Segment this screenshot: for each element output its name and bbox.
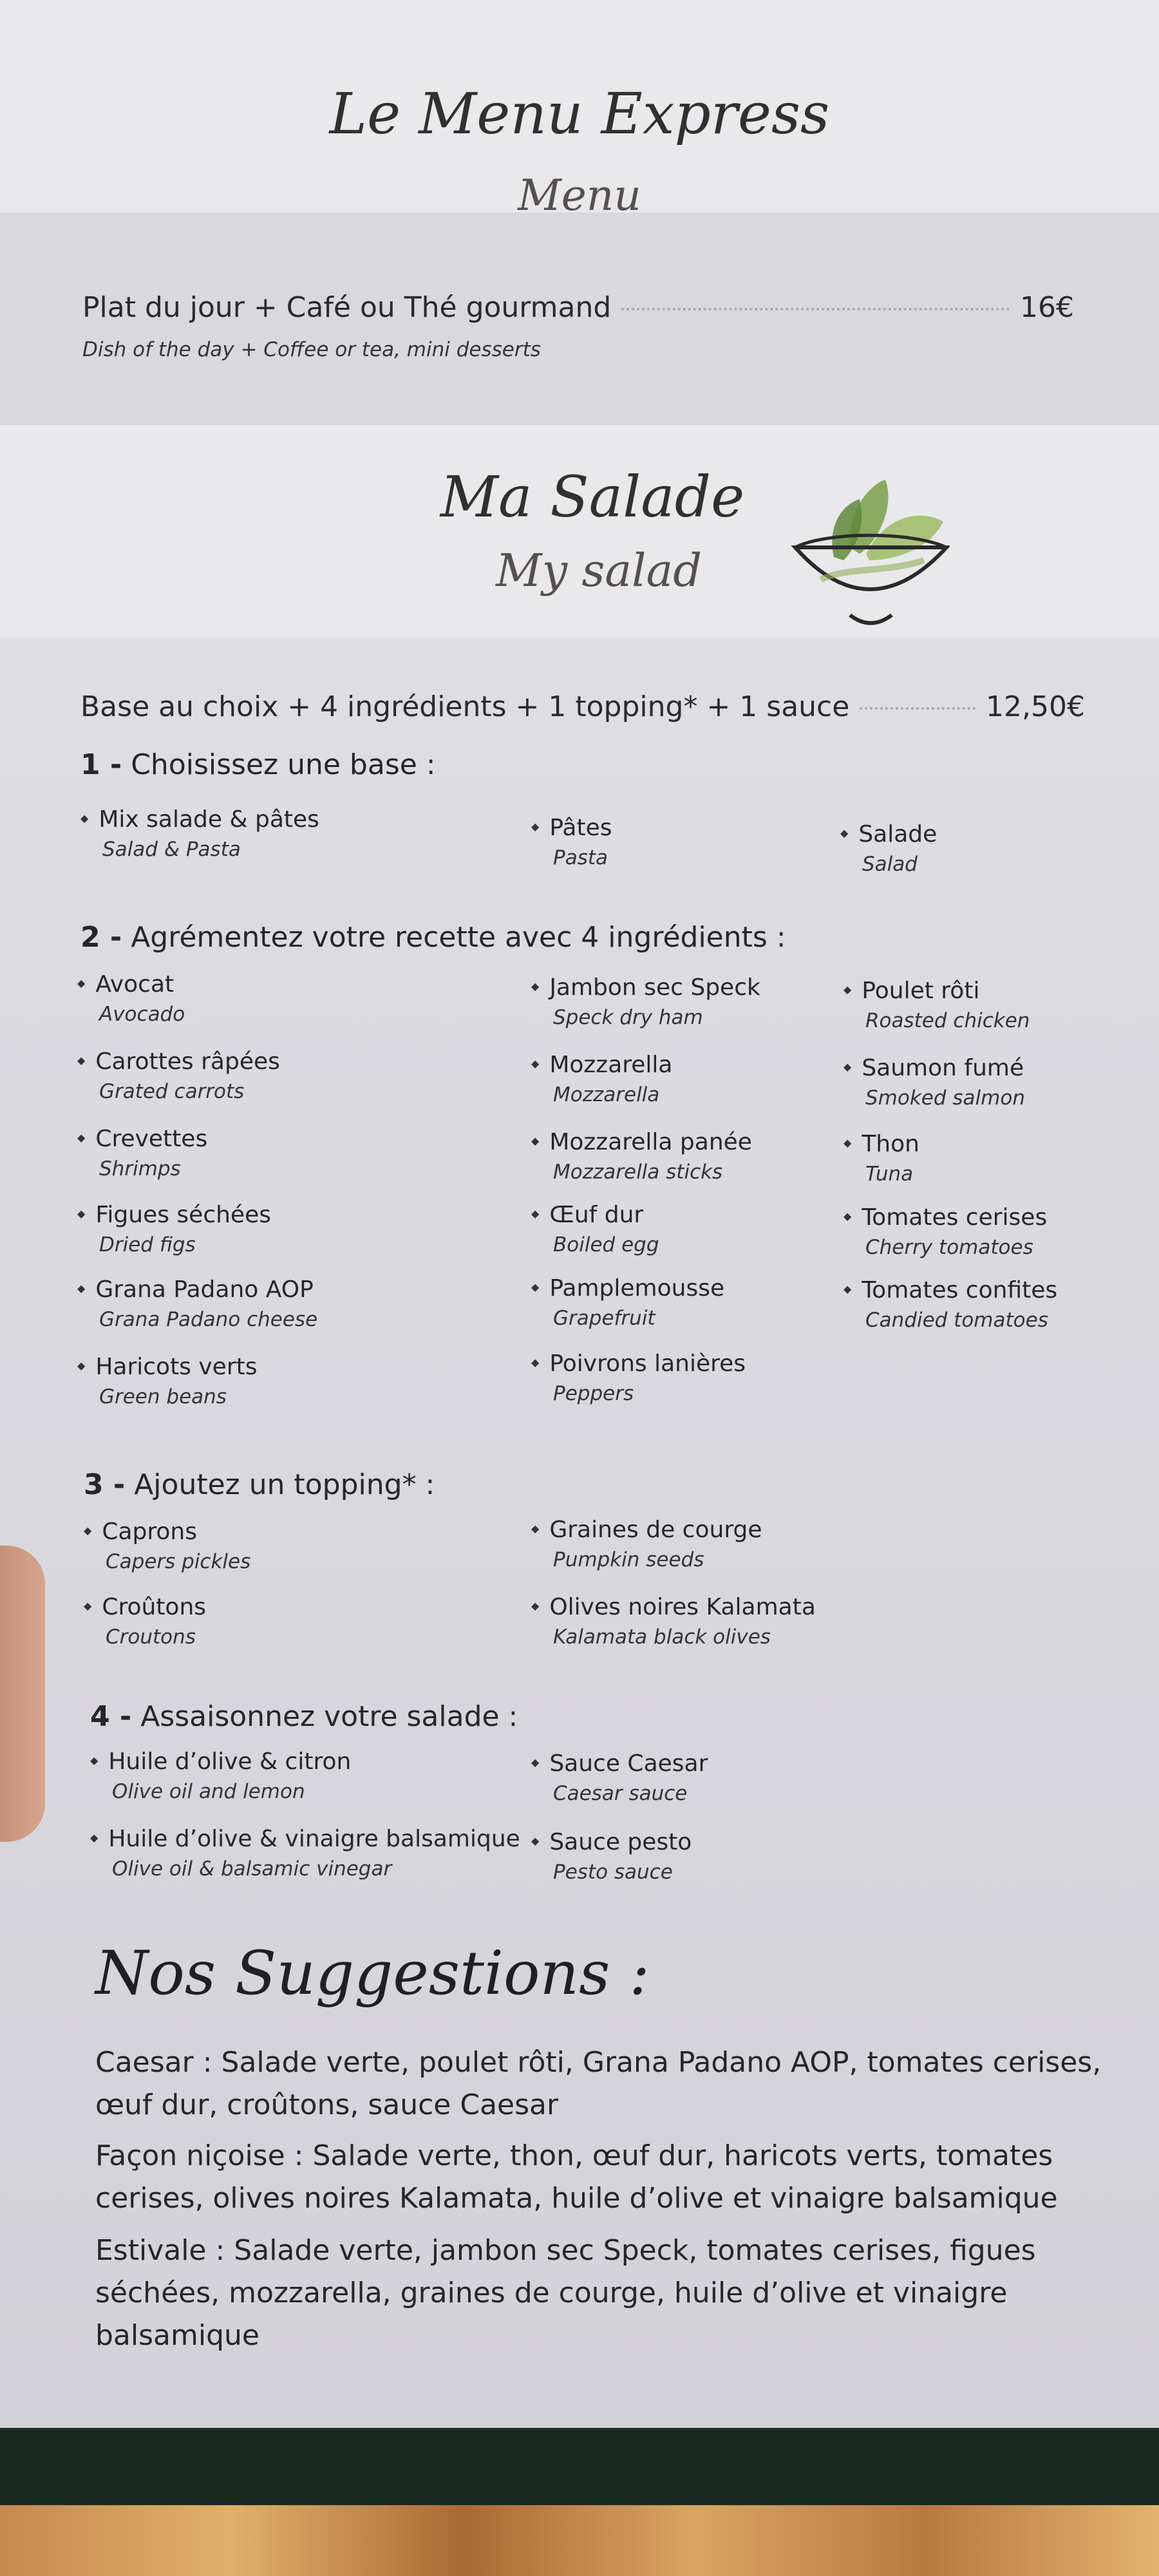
step-2-number: 2 - — [80, 921, 122, 954]
item-fr: ◆ Caprons — [84, 1519, 250, 1545]
item-en: Olive oil and lemon — [112, 1780, 305, 1803]
item-fr: ◆ Olives noires Kalamata — [531, 1594, 816, 1620]
food-background — [0, 2505, 1159, 2576]
step-3-number: 3 - — [84, 1468, 126, 1501]
dot-leader — [860, 707, 975, 710]
topping-item — [531, 1517, 762, 1571]
item-fr: ◆ Jambon sec Speck — [531, 974, 760, 1001]
suggestion-caesar: Caesar : Salade verte, poulet rôti, Grana Padano AOP, tomates cerises, œuf dur, croûtons, sauce Caesar — [95, 2046, 1102, 2121]
item-en: Green beans — [99, 1385, 227, 1408]
topping-item — [84, 1519, 250, 1573]
ingredient-item — [843, 1131, 919, 1186]
item-fr: ◆ Mozzarella — [531, 1052, 672, 1078]
item-fr: ◆ Poivrons lanières — [531, 1350, 746, 1377]
item-fr: ◆ Avocat — [77, 971, 185, 998]
ingredient-item — [531, 974, 760, 1029]
menu-bottom-border — [0, 2428, 1159, 2505]
step-3-heading — [84, 1468, 435, 1501]
express-subtitle: Menu — [518, 171, 641, 220]
salad-formula-row — [80, 690, 1085, 723]
sauce-item — [531, 1750, 708, 1805]
item-en: Croutons — [106, 1625, 196, 1649]
step-2-label: Agrémentez votre recette avec 4 ingrédients : — [131, 921, 786, 954]
ingredient-item — [843, 1277, 1057, 1332]
topping-item — [531, 1594, 816, 1649]
item-fr: ◆ Figues séchées — [77, 1202, 271, 1228]
item-fr: ◆ Haricots verts — [77, 1354, 258, 1380]
item-fr: ◆ Thon — [843, 1131, 919, 1157]
suggestion-nicoise: Façon niçoise : Salade verte, thon, œuf dur, haricots verts, tomates cerises, olives noires Kalamata, huile d’olive et vinaigre balsamique — [95, 2139, 1058, 2215]
item-en: Mozzarella sticks — [553, 1160, 723, 1184]
ingredient-item — [843, 1204, 1047, 1259]
item-fr: ◆ Mozzarella panée — [531, 1129, 752, 1155]
express-formula: Plat du jour + Café ou Thé gourmand — [82, 291, 612, 324]
item-en: Candied tomatoes — [865, 1309, 1048, 1332]
item-en: Pasta — [553, 846, 608, 869]
suggestion-estivale: Estivale : Salade verte, jambon sec Speck, tomates cerises, figues séchées, mozzarella, graines de courge, huile d’olive et vinaigre balsamique — [95, 2234, 1036, 2352]
item-fr: ◆ Œuf dur — [531, 1202, 659, 1228]
item-fr: ◆ Huile d’olive & vinaigre balsamique — [90, 1826, 520, 1852]
item-en: Boiled egg — [553, 1233, 659, 1256]
sauce-item — [90, 1826, 520, 1880]
step-4-heading — [90, 1700, 518, 1733]
item-en: Kalamata black olives — [553, 1625, 771, 1649]
item-fr: ◆ Pamplemousse — [531, 1275, 724, 1302]
step-4-label: Assaisonnez votre salade : — [140, 1700, 518, 1733]
express-formula-en: Dish of the day + Coffee or tea, mini desserts — [82, 338, 541, 361]
item-en: Grated carrots — [99, 1080, 245, 1103]
item-en: Peppers — [553, 1382, 634, 1405]
salad-formula: Base au choix + 4 ingrédients + 1 topping* + 1 sauce — [80, 690, 850, 723]
salad-title: Ma Salade — [440, 464, 745, 530]
suggestions-title: Nos Suggestions : — [95, 1938, 650, 2009]
item-fr: ◆ Poulet rôti — [843, 978, 1030, 1004]
express-title: Le Menu Express — [329, 80, 830, 147]
salad-bowl-icon — [789, 470, 950, 638]
item-fr: ◆ Salade — [840, 821, 937, 848]
express-formula-row — [82, 291, 1074, 324]
item-fr: ◆ Tomates cerises — [843, 1204, 1047, 1231]
item-en: Capers pickles — [106, 1550, 251, 1573]
step-2-heading — [80, 921, 786, 954]
ingredient-item — [77, 1048, 280, 1103]
step-1-number: 1 - — [80, 748, 122, 781]
item-fr: ◆ Huile d’olive & citron — [90, 1748, 351, 1775]
item-en: Olive oil & balsamic vinegar — [112, 1857, 392, 1880]
ingredient-item — [77, 1202, 271, 1256]
item-en: Tuna — [865, 1162, 914, 1186]
topping-item — [84, 1594, 206, 1649]
item-en: Smoked salmon — [865, 1086, 1025, 1110]
item-en: Speck dry ham — [553, 1006, 703, 1029]
salad-header-band — [0, 425, 1159, 638]
item-en: Mozzarella — [553, 1083, 660, 1106]
ingredient-item — [843, 978, 1030, 1032]
base-item — [80, 806, 319, 861]
item-en: Caesar sauce — [553, 1782, 688, 1805]
item-fr: ◆ Sauce pesto — [531, 1829, 692, 1855]
ingredient-item — [531, 1129, 752, 1184]
dot-leader — [621, 308, 1010, 310]
item-fr: ◆ Carottes râpées — [77, 1048, 280, 1075]
item-en: Grana Padano cheese — [99, 1308, 318, 1331]
ingredient-item — [531, 1350, 746, 1405]
base-item — [531, 815, 612, 869]
item-en: Shrimps — [99, 1157, 181, 1180]
ingredient-item — [531, 1275, 724, 1330]
item-fr: ◆ Sauce Caesar — [531, 1750, 708, 1777]
item-en: Avocado — [99, 1003, 185, 1026]
item-en: Cherry tomatoes — [865, 1236, 1033, 1259]
ingredient-item — [77, 1126, 207, 1180]
item-en: Pesto sauce — [553, 1861, 673, 1884]
item-en: Pumpkin seeds — [553, 1548, 704, 1571]
ingredient-item — [77, 1276, 317, 1331]
step-1-heading — [80, 748, 436, 781]
item-en: Salad — [862, 853, 918, 876]
step-1-label: Choisissez une base : — [131, 748, 436, 781]
base-item — [840, 821, 937, 876]
sauce-item — [90, 1748, 351, 1803]
item-fr: ◆ Croûtons — [84, 1594, 206, 1620]
ingredient-item — [843, 1055, 1025, 1110]
item-en: Roasted chicken — [865, 1009, 1030, 1032]
ingredient-item — [77, 1354, 258, 1408]
item-fr: ◆ Tomates confites — [843, 1277, 1057, 1303]
item-fr: ◆ Graines de courge — [531, 1517, 762, 1543]
salad-price: 12,50€ — [986, 690, 1085, 723]
step-4-number: 4 - — [90, 1700, 132, 1733]
item-en: Grapefruit — [553, 1307, 655, 1330]
item-fr: ◆ Pâtes — [531, 815, 612, 841]
ingredient-item — [531, 1202, 659, 1256]
item-en: Salad & Pasta — [102, 838, 241, 861]
item-fr: ◆ Crevettes — [77, 1126, 207, 1152]
salad-subtitle: My salad — [495, 544, 702, 597]
item-fr: ◆ Saumon fumé — [843, 1055, 1025, 1081]
thumb — [0, 1546, 45, 1842]
item-fr: ◆ Mix salade & pâtes — [80, 806, 319, 833]
step-3-label: Ajoutez un topping* : — [134, 1468, 435, 1501]
item-fr: ◆ Grana Padano AOP — [77, 1276, 317, 1303]
item-en: Dried figs — [99, 1233, 196, 1256]
express-price: 16€ — [1020, 291, 1074, 324]
ingredient-item — [531, 1052, 672, 1106]
ingredient-item — [77, 971, 185, 1026]
sauce-item — [531, 1829, 692, 1884]
